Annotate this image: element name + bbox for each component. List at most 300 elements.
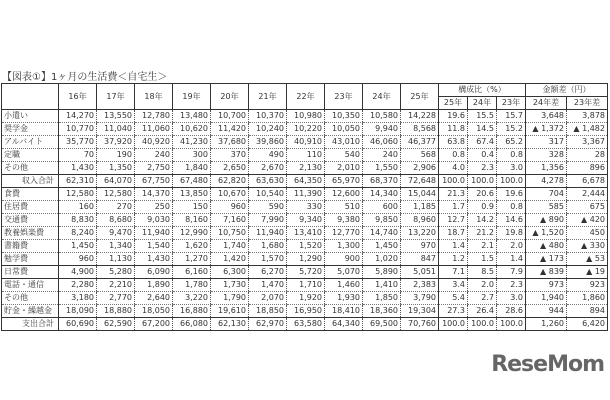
cell: 2.1 xyxy=(468,240,497,253)
cell: 15.7 xyxy=(497,110,526,123)
cell: 160 xyxy=(59,201,97,214)
table-row xyxy=(2,123,608,136)
cell: 317 xyxy=(526,136,567,149)
cell: 0.9 xyxy=(468,201,497,214)
cell: 65,970 xyxy=(325,175,363,188)
cell: 1,185 xyxy=(401,201,439,214)
cell: 944 xyxy=(526,305,567,318)
cell: 1,300 xyxy=(325,240,363,253)
cell: 10,350 xyxy=(325,110,363,123)
cell: 21.3 xyxy=(439,188,468,201)
row-label: 日常費 xyxy=(2,266,59,279)
cell: 1,860 xyxy=(567,292,608,305)
table-row xyxy=(2,318,608,331)
cell: 240 xyxy=(363,149,401,162)
cell: 46,060 xyxy=(363,136,401,149)
cell: 8,160 xyxy=(173,214,211,227)
cell: 10,540 xyxy=(249,188,287,201)
year-header: 16年 xyxy=(59,84,97,110)
cell: 1.4 xyxy=(497,253,526,266)
cell: 11,060 xyxy=(135,123,173,136)
cell: 590 xyxy=(249,201,287,214)
cell: 6,270 xyxy=(249,266,287,279)
cell: ▲ 53 xyxy=(567,253,608,266)
cell: 14.5 xyxy=(468,123,497,136)
cell: 600 xyxy=(363,201,401,214)
cell: 11,940 xyxy=(135,227,173,240)
cell: 62,310 xyxy=(59,175,97,188)
cell: 4,278 xyxy=(526,175,567,188)
table-row xyxy=(2,305,608,318)
cell: 19.6 xyxy=(439,110,468,123)
cell: 1,260 xyxy=(526,318,567,331)
corner-cell xyxy=(2,84,59,110)
cell: 1,740 xyxy=(211,240,249,253)
year-header: 20年 xyxy=(211,84,249,110)
cell: ▲ 330 xyxy=(567,240,608,253)
cell: 5,280 xyxy=(97,266,135,279)
row-label: 奨学金 xyxy=(2,123,59,136)
cell: ▲ 480 xyxy=(526,240,567,253)
cell: 1,920 xyxy=(287,292,325,305)
cell: 2,383 xyxy=(401,279,439,292)
cell: 1,780 xyxy=(173,279,211,292)
cell: 1,290 xyxy=(287,253,325,266)
cell: 13,850 xyxy=(173,188,211,201)
table-row xyxy=(2,149,608,162)
cell: 100.0 xyxy=(439,175,468,188)
cell: 190 xyxy=(97,149,135,162)
cell: 1,710 xyxy=(287,279,325,292)
cell: 3.4 xyxy=(439,279,468,292)
cell: 28 xyxy=(567,149,608,162)
cell: 12,580 xyxy=(97,188,135,201)
cell: 12.7 xyxy=(439,214,468,227)
ratio-year-header: 23年 xyxy=(497,97,526,110)
cell: 3,220 xyxy=(173,292,211,305)
table-row xyxy=(2,253,608,266)
cell: 10,370 xyxy=(249,110,287,123)
cell: 3,180 xyxy=(59,292,97,305)
cell: 568 xyxy=(401,149,439,162)
cell: 1,890 xyxy=(135,279,173,292)
cell: 67,480 xyxy=(173,175,211,188)
cell: 10,580 xyxy=(363,110,401,123)
cell: 64,070 xyxy=(97,175,135,188)
cell: 69,500 xyxy=(363,318,401,331)
cell: 70 xyxy=(59,149,97,162)
cell: 2,210 xyxy=(97,279,135,292)
cell: 13,480 xyxy=(173,110,211,123)
cell: 60,690 xyxy=(59,318,97,331)
cell: 1.4 xyxy=(439,240,468,253)
cell: 18,410 xyxy=(325,305,363,318)
cell: 67,200 xyxy=(135,318,173,331)
cell: 62,820 xyxy=(211,175,249,188)
cell: 64,340 xyxy=(325,318,363,331)
cell: 10,770 xyxy=(59,123,97,136)
cell: 15.2 xyxy=(497,123,526,136)
cell: 100.0 xyxy=(468,175,497,188)
cell: 35,770 xyxy=(59,136,97,149)
cell: 10,620 xyxy=(173,123,211,136)
table-row xyxy=(2,162,608,175)
cell: 19.8 xyxy=(497,227,526,240)
cell: 12,600 xyxy=(325,188,363,201)
cell: 1.2 xyxy=(439,253,468,266)
cell: 10,240 xyxy=(249,123,287,136)
cell: 18,090 xyxy=(59,305,97,318)
cell: 9,340 xyxy=(287,214,325,227)
year-header: 17年 xyxy=(97,84,135,110)
year-header: 23年 xyxy=(325,84,363,110)
table-row xyxy=(2,110,608,123)
cell: 1,570 xyxy=(249,253,287,266)
cell: 14,270 xyxy=(59,110,97,123)
row-label: 収入合計 xyxy=(2,175,59,188)
cell: 675 xyxy=(567,201,608,214)
cell: 10,700 xyxy=(211,110,249,123)
cell: 62,970 xyxy=(249,318,287,331)
cell: 328 xyxy=(526,149,567,162)
table-row xyxy=(2,188,608,201)
cell: 62,590 xyxy=(97,318,135,331)
cell: 5.4 xyxy=(439,292,468,305)
cell: 1,130 xyxy=(97,253,135,266)
cell: 18,850 xyxy=(249,305,287,318)
cell: 5,890 xyxy=(363,266,401,279)
table-row xyxy=(2,240,608,253)
cell: 14,740 xyxy=(363,227,401,240)
cell: 9,850 xyxy=(363,214,401,227)
cell: 9,940 xyxy=(363,123,401,136)
cell: 18,880 xyxy=(97,305,135,318)
cell: 370 xyxy=(211,149,249,162)
cell: 1,930 xyxy=(325,292,363,305)
cell: 12,580 xyxy=(59,188,97,201)
cell: 2,444 xyxy=(567,188,608,201)
cell: 18,360 xyxy=(363,305,401,318)
cell: 11,420 xyxy=(211,123,249,136)
ratio-year-header: 24年 xyxy=(468,97,497,110)
cell: 63,630 xyxy=(249,175,287,188)
cell: 490 xyxy=(249,149,287,162)
cell: 847 xyxy=(401,253,439,266)
table-row xyxy=(2,266,608,279)
cell: 6,090 xyxy=(135,266,173,279)
cell: 67.4 xyxy=(468,136,497,149)
cell: 8.5 xyxy=(468,266,497,279)
resemom-watermark: ReseMom xyxy=(491,352,604,377)
cell: 2,750 xyxy=(135,162,173,175)
cell: 0.8 xyxy=(439,149,468,162)
cell: 2,906 xyxy=(401,162,439,175)
cell: 270 xyxy=(97,201,135,214)
cell: 63.8 xyxy=(439,136,468,149)
cell: 8,568 xyxy=(401,123,439,136)
cell: 3,790 xyxy=(401,292,439,305)
cell: 973 xyxy=(526,279,567,292)
cell: 12,780 xyxy=(135,110,173,123)
cell: 1,020 xyxy=(363,253,401,266)
cell: 6,678 xyxy=(567,175,608,188)
cell: 14,228 xyxy=(401,110,439,123)
cell: 1,470 xyxy=(249,279,287,292)
cell: 894 xyxy=(567,305,608,318)
cell: ▲ 890 xyxy=(526,214,567,227)
cell: 46,377 xyxy=(401,136,439,149)
table-row xyxy=(2,201,608,214)
table-row xyxy=(2,175,608,188)
row-label: その他 xyxy=(2,162,59,175)
cell: 5,070 xyxy=(325,266,363,279)
cell: 7,160 xyxy=(211,214,249,227)
cell: 14,340 xyxy=(363,188,401,201)
cell: 2,280 xyxy=(59,279,97,292)
row-label: 書籍費 xyxy=(2,240,59,253)
cell: 1,420 xyxy=(211,253,249,266)
cell: 65.2 xyxy=(497,136,526,149)
cell: 5,051 xyxy=(401,266,439,279)
cell: 960 xyxy=(211,201,249,214)
cell: 100.0 xyxy=(497,318,526,331)
cell: 37,920 xyxy=(97,136,135,149)
cell: 62,130 xyxy=(211,318,249,331)
cell: 1,550 xyxy=(363,162,401,175)
table-title: 【図表①】1ヶ月の生活費＜自宅生＞ xyxy=(2,72,168,83)
cell: 13,220 xyxy=(401,227,439,240)
cell: 330 xyxy=(287,201,325,214)
cell: 12,770 xyxy=(325,227,363,240)
cell: 8,680 xyxy=(97,214,135,227)
cell: 1,940 xyxy=(526,292,567,305)
cell: 1,730 xyxy=(211,279,249,292)
cell: 21.2 xyxy=(468,227,497,240)
ratio-group-header: 構成比（%） xyxy=(439,84,526,97)
cell: 39,860 xyxy=(249,136,287,149)
cell: 9,380 xyxy=(325,214,363,227)
cell: 10,980 xyxy=(287,110,325,123)
cell: 0.4 xyxy=(468,149,497,162)
cell: 7.1 xyxy=(439,266,468,279)
table-row xyxy=(2,227,608,240)
cell: 5,720 xyxy=(287,266,325,279)
cell: 510 xyxy=(325,201,363,214)
cell: 585 xyxy=(526,201,567,214)
cell: 40,910 xyxy=(287,136,325,149)
cell: ▲ 1,520 xyxy=(526,227,567,240)
cell: 19.6 xyxy=(497,188,526,201)
cell: 896 xyxy=(567,162,608,175)
cell: 9,470 xyxy=(97,227,135,240)
cell: 1,410 xyxy=(363,279,401,292)
cell: 704 xyxy=(526,188,567,201)
cell: 100.0 xyxy=(497,175,526,188)
cell: 2.7 xyxy=(468,292,497,305)
cell: 18.7 xyxy=(439,227,468,240)
row-label: 教養娯楽費 xyxy=(2,227,59,240)
diff-header: 23年差 xyxy=(567,97,608,110)
cell: 2,130 xyxy=(287,162,325,175)
cell: 28.6 xyxy=(497,305,526,318)
cell: 2.3 xyxy=(468,162,497,175)
cell: 4,900 xyxy=(59,266,97,279)
cell: 3,878 xyxy=(567,110,608,123)
cell: 20.6 xyxy=(468,188,497,201)
cell: ▲ 1,372 xyxy=(526,123,567,136)
table-row xyxy=(2,136,608,149)
diff-header: 24年差 xyxy=(526,97,567,110)
cell: 450 xyxy=(567,227,608,240)
year-header: 18年 xyxy=(135,84,173,110)
cell: 1,270 xyxy=(173,253,211,266)
cell: 1,790 xyxy=(211,292,249,305)
cell: 2,770 xyxy=(97,292,135,305)
cell: ▲ 839 xyxy=(526,266,567,279)
row-label: 食費 xyxy=(2,188,59,201)
row-label: 支出合計 xyxy=(2,318,59,331)
cell: 1,356 xyxy=(526,162,567,175)
cell: 15.5 xyxy=(468,110,497,123)
cell: ▲ 420 xyxy=(567,214,608,227)
cell: 67,750 xyxy=(135,175,173,188)
cell: 26.4 xyxy=(468,305,497,318)
cell: 14,370 xyxy=(135,188,173,201)
cell: 8,830 xyxy=(59,214,97,227)
cell: 1,450 xyxy=(59,240,97,253)
cell: 1,620 xyxy=(173,240,211,253)
cell: 900 xyxy=(325,253,363,266)
cell: 0.8 xyxy=(497,201,526,214)
cell: 19,610 xyxy=(211,305,249,318)
cell: 1.5 xyxy=(468,253,497,266)
table-row xyxy=(2,279,608,292)
cell: 240 xyxy=(135,149,173,162)
cell: 2,640 xyxy=(135,292,173,305)
row-label: 住居費 xyxy=(2,201,59,214)
cell: 2.0 xyxy=(468,279,497,292)
cell: 8,240 xyxy=(59,227,97,240)
cell: 2.3 xyxy=(497,279,526,292)
cell: 63,580 xyxy=(287,318,325,331)
cell: 1,340 xyxy=(97,240,135,253)
cell: 1,850 xyxy=(363,292,401,305)
cell: 250 xyxy=(135,201,173,214)
cell: 10,670 xyxy=(211,188,249,201)
cell: 2.0 xyxy=(497,240,526,253)
row-label: 貯金・繰越金 xyxy=(2,305,59,318)
living-expenses-table xyxy=(1,83,608,331)
row-label: 小遣い xyxy=(2,110,59,123)
cell: 2,070 xyxy=(249,292,287,305)
cell: 1,430 xyxy=(135,253,173,266)
cell: 1,350 xyxy=(97,162,135,175)
cell: 7,990 xyxy=(249,214,287,227)
cell: 960 xyxy=(59,253,97,266)
row-label: 交通費 xyxy=(2,214,59,227)
table-row xyxy=(2,292,608,305)
cell: 40,920 xyxy=(135,136,173,149)
cell: 6,420 xyxy=(567,318,608,331)
year-header: 19年 xyxy=(173,84,211,110)
cell: 12,990 xyxy=(173,227,211,240)
cell: 1,430 xyxy=(59,162,97,175)
cell: 37,680 xyxy=(211,136,249,149)
cell: 70,760 xyxy=(401,318,439,331)
cell: 3,648 xyxy=(526,110,567,123)
cell: 3.0 xyxy=(497,162,526,175)
year-header: 24年 xyxy=(363,84,401,110)
cell: 1,840 xyxy=(173,162,211,175)
cell: 7.9 xyxy=(497,266,526,279)
cell: 13,550 xyxy=(97,110,135,123)
cell: 3.0 xyxy=(497,292,526,305)
cell: 14.2 xyxy=(468,214,497,227)
cell: 970 xyxy=(401,240,439,253)
cell: 1,680 xyxy=(249,240,287,253)
cell: 100.0 xyxy=(439,318,468,331)
cell: 2,650 xyxy=(211,162,249,175)
cell: 10,750 xyxy=(211,227,249,240)
diff-group-header: 金額差（円） xyxy=(526,84,608,97)
cell: 10,050 xyxy=(325,123,363,136)
year-header: 25年 xyxy=(401,84,439,110)
row-label: 勉学費 xyxy=(2,253,59,266)
cell: 1,520 xyxy=(287,240,325,253)
cell: 66,080 xyxy=(173,318,211,331)
cell: 43,010 xyxy=(325,136,363,149)
row-label: アルバイト xyxy=(2,136,59,149)
cell: ▲ 19 xyxy=(567,266,608,279)
cell: 19,304 xyxy=(401,305,439,318)
cell: 923 xyxy=(567,279,608,292)
cell: 41,230 xyxy=(173,136,211,149)
cell: 68,370 xyxy=(363,175,401,188)
cell: 1,540 xyxy=(135,240,173,253)
cell: 540 xyxy=(325,149,363,162)
cell: 18,050 xyxy=(135,305,173,318)
cell: 16,950 xyxy=(287,305,325,318)
cell: 27.3 xyxy=(439,305,468,318)
cell: 72,648 xyxy=(401,175,439,188)
cell: 6,300 xyxy=(211,266,249,279)
cell: 11,940 xyxy=(249,227,287,240)
cell: 300 xyxy=(173,149,211,162)
cell: 11,040 xyxy=(97,123,135,136)
row-label: 定職 xyxy=(2,149,59,162)
cell: 15,044 xyxy=(401,188,439,201)
cell: 8,960 xyxy=(401,214,439,227)
cell: 13,410 xyxy=(287,227,325,240)
cell: 3,367 xyxy=(567,136,608,149)
table-row xyxy=(2,214,608,227)
cell: 11.8 xyxy=(439,123,468,136)
year-header: 21年 xyxy=(249,84,287,110)
cell: 14.6 xyxy=(497,214,526,227)
cell: 100.0 xyxy=(468,318,497,331)
cell: 64,350 xyxy=(287,175,325,188)
cell: 1,460 xyxy=(325,279,363,292)
cell: 2,010 xyxy=(325,162,363,175)
cell: 1,450 xyxy=(363,240,401,253)
cell: ▲ 173 xyxy=(526,253,567,266)
row-label: 電話・通信 xyxy=(2,279,59,292)
ratio-year-header: 25年 xyxy=(439,97,468,110)
cell: 150 xyxy=(173,201,211,214)
cell: ▲ 1,482 xyxy=(567,123,608,136)
row-label: その他 xyxy=(2,292,59,305)
cell: 6,160 xyxy=(173,266,211,279)
